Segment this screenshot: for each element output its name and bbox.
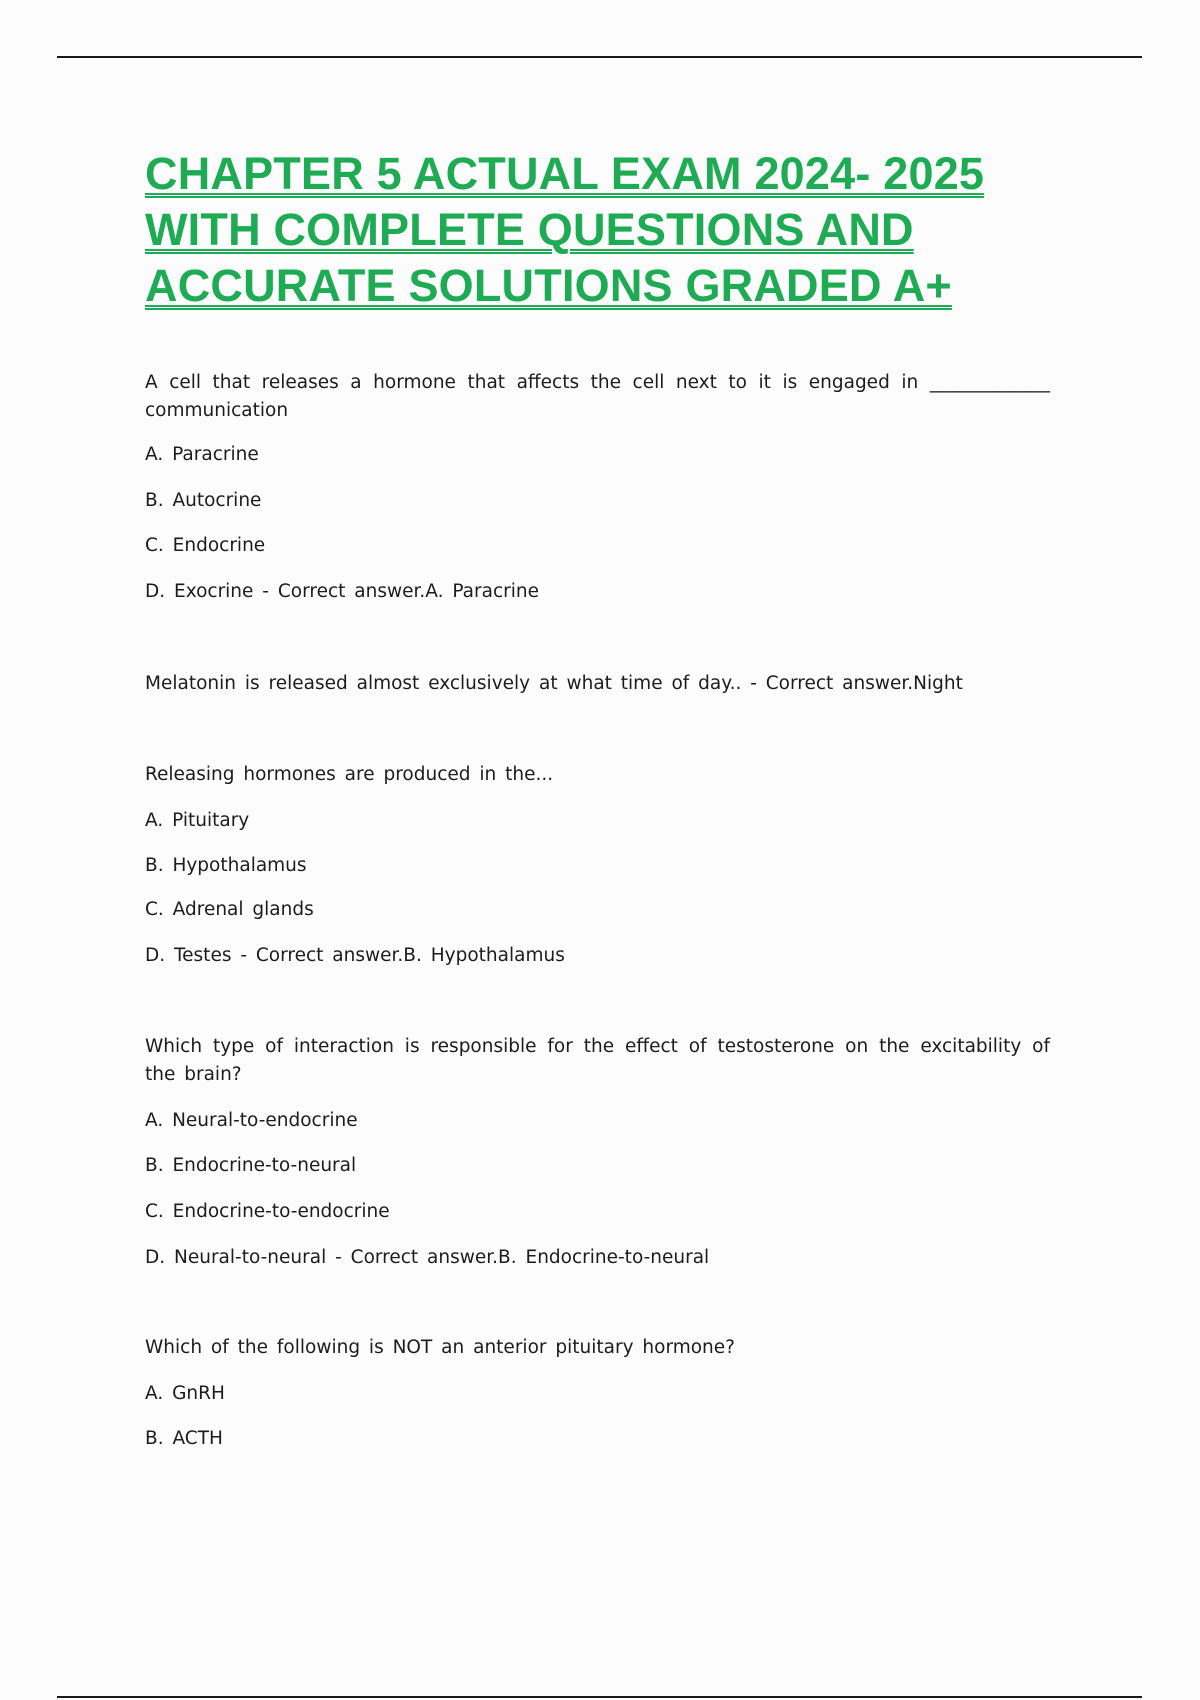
question-1-option-a: A. Paracrine (145, 444, 259, 465)
bottom-rule (57, 1696, 1142, 1698)
question-3-option-a: A. Pituitary (145, 810, 250, 831)
title-line-3: ACCURATE SOLUTIONS GRADED A+ (145, 260, 952, 311)
title-line-2: WITH COMPLETE QUESTIONS AND (145, 204, 914, 255)
question-5-option-a: A. GnRH (145, 1383, 225, 1404)
question-3-option-d-answer: D. Testes - Correct answer.B. Hypothalamus (145, 945, 565, 966)
question-4-option-d-answer: D. Neural-to-neural - Correct answer.B. Endocrine-to-neural (145, 1247, 710, 1268)
title-line-1: CHAPTER 5 ACTUAL EXAM 2024- 2025 (145, 148, 985, 199)
question-3-option-c: C. Adrenal glands (145, 899, 314, 920)
question-4-option-c: C. Endocrine-to-endocrine (145, 1201, 390, 1222)
question-5-option-b: B. ACTH (145, 1428, 223, 1449)
question-1-option-d-answer: D. Exocrine - Correct answer.A. Paracrine (145, 581, 539, 602)
question-4-option-a: A. Neural-to-endocrine (145, 1110, 358, 1131)
question-5-stem: Which of the following is NOT an anterior pituitary hormone? (145, 1337, 735, 1358)
question-1-stem: A cell that releases a hormone that affects the cell next to it is engaged in _____________ communication (145, 372, 1050, 421)
top-rule (57, 56, 1142, 58)
document-title (145, 146, 1145, 314)
question-3-stem: Releasing hormones are produced in the... (145, 764, 554, 785)
question-4-stem: Which type of interaction is responsible for the effect of testosterone on the excitability of the brain? (145, 1036, 1050, 1085)
question-1-option-c: C. Endocrine (145, 535, 266, 556)
question-2-stem-answer: Melatonin is released almost exclusively at what time of day.. - Correct answer.Night (145, 673, 963, 694)
question-4-option-b: B. Endocrine-to-neural (145, 1155, 357, 1176)
question-3-option-b: B. Hypothalamus (145, 855, 307, 876)
question-1-option-b: B. Autocrine (145, 490, 262, 511)
